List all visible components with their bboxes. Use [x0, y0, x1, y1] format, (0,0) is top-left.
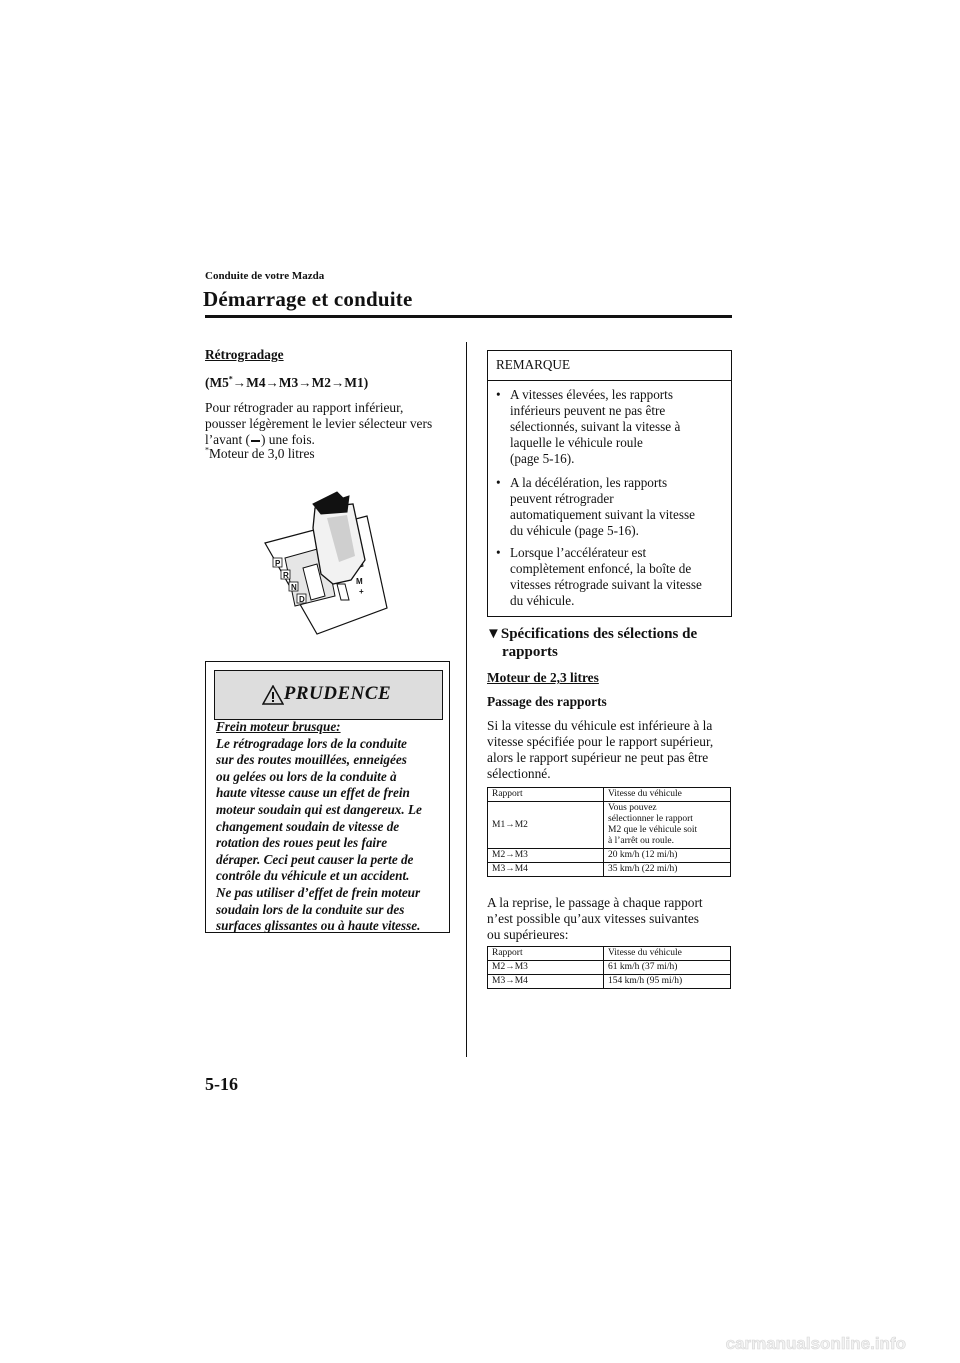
- table-cell: M3→M4: [488, 975, 604, 989]
- bullet-icon: •: [496, 545, 501, 560]
- table-cell: 20 km/h (12 mi/h): [604, 849, 731, 863]
- caution-box: [205, 661, 450, 933]
- forward-arrow-icon: [313, 492, 349, 514]
- spec-heading: ▼Spécifications des sélections de rapports: [486, 626, 698, 660]
- table-cell: 35 km/h (22 mi/h): [604, 863, 731, 877]
- table-header-row: [488, 788, 731, 802]
- column-divider: [466, 342, 467, 1057]
- table-row: [488, 961, 731, 975]
- table-header-cell: Vitesse du véhicule: [604, 788, 731, 802]
- caution-text: Frein moteur brusque: Le rétrogradage lors de la conduite sur des routes mouillées, enneigées ou gelées ou lors de la conduite à haute vitesse cause un effet de frein moteur soudain qui est dangereux. Le changement soudain de vitesse de rotation des roues peut les faire déraper. Ceci peut causer la perte de contrôle du véhicule et un accident. Ne pas utiliser d’effet de frein moteur soudain lors de la conduite sur des surfaces glissantes ou à haute vitesse.: [216, 719, 422, 934]
- minus-icon: [251, 440, 260, 442]
- chapter-label: Conduite de votre Mazda: [205, 270, 325, 282]
- resume-speed-table: [487, 946, 731, 989]
- note-item: • Lorsque l’accélérateur est complètement enfoncé, la boîte de vitesses rétrograde suivant la vitesse du véhicule.: [496, 545, 702, 608]
- upshift-subheading: Passage des rapports: [487, 694, 607, 709]
- watermark-graphic: [0, 1330, 960, 1358]
- chapter-title: Démarrage et conduite: [203, 287, 413, 311]
- page-number: 5-16: [205, 1074, 238, 1094]
- table-row: [488, 975, 731, 989]
- note-box: [487, 350, 732, 617]
- gate-label-d: D: [299, 595, 305, 604]
- table-cell: M3→M4: [488, 863, 604, 877]
- table-header-cell: Vitesse du véhicule: [604, 947, 731, 961]
- caution-title: PRUDENCE: [283, 683, 392, 704]
- table-row: [488, 802, 731, 849]
- footnote: *Moteur de 3,0 litres: [205, 445, 315, 461]
- table-cell: Vous pouvez sélectionner le rapport M2 que le véhicule soit à l’arrêt ou roule.: [604, 802, 731, 849]
- upshift-paragraph: Si la vitesse du véhicule est inférieure à la vitesse spécifiée pour le rapport supérieur, alors le rapport supérieur ne peut pas être sélectionné.: [487, 718, 714, 781]
- bullet-icon: •: [496, 475, 501, 490]
- gate-label-p: P: [275, 559, 281, 568]
- note-item: • A la décélération, les rapports peuvent rétrograder automatiquement suivant la vitesse du véhicule (page 5-16).: [496, 475, 695, 538]
- table-cell: M1→M2: [488, 802, 604, 849]
- table-cell: M2→M3: [488, 849, 604, 863]
- note-item: • A vitesses élevées, les rapports inférieurs peuvent ne pas être sélectionnés, suivant la vitesse à laquelle le véhicule roule (page 5-16).: [496, 387, 681, 466]
- svg-text:carmanualsonline.info: carmanualsonline.info: [725, 1334, 906, 1353]
- gate-label-r: R: [283, 571, 289, 580]
- downshift-heading: Rétrogradage: [205, 347, 284, 362]
- gear-sequence: (M5*→M4→M3→M2→M1): [205, 374, 369, 390]
- caution-header: [214, 670, 443, 720]
- manual-label-plus: +: [359, 587, 364, 596]
- bullet-icon: •: [496, 387, 501, 402]
- manual-label-m: M: [356, 577, 363, 586]
- table-cell: 154 km/h (95 mi/h): [604, 975, 731, 989]
- engine-label: Moteur de 2,3 litres: [487, 670, 599, 685]
- downshift-paragraph: Pour rétrograder au rapport inférieur, pousser légèrement le levier sélecteur vers l’avant ( ) une fois.: [205, 400, 433, 447]
- table-row: [488, 863, 731, 877]
- table-cell: M2→M3: [488, 961, 604, 975]
- watermark-logo: [0, 1330, 960, 1358]
- upshift-speed-table: [487, 787, 731, 877]
- table-cell: 61 km/h (37 mi/h): [604, 961, 731, 975]
- resume-paragraph: A la reprise, le passage à chaque rapport n’est possible qu’aux vitesses suivantes ou supérieures:: [487, 895, 703, 942]
- triangle-down-icon: ▼: [486, 626, 501, 642]
- table-header-row: [488, 947, 731, 961]
- table-header-cell: Rapport: [488, 947, 604, 961]
- shift-lever-illustration: [255, 488, 395, 636]
- note-title: REMARQUE: [488, 351, 731, 381]
- table-row: [488, 849, 731, 863]
- header-rule: [205, 315, 732, 318]
- gate-label-n: N: [291, 583, 297, 592]
- table-header-cell: Rapport: [488, 788, 604, 802]
